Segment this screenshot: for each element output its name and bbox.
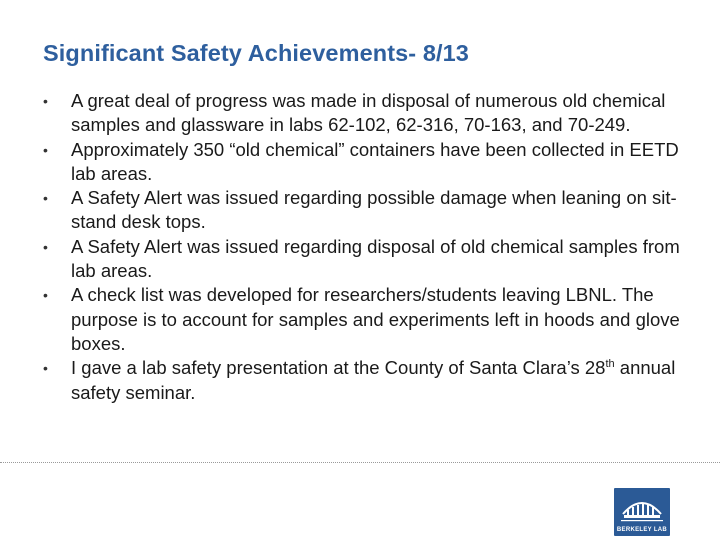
slide-title: Significant Safety Achievements- 8/13 bbox=[43, 40, 469, 66]
bullet-text: A Safety Alert was issued regarding possible damage when leaning on sit-stand desk tops. bbox=[71, 187, 677, 233]
bullet-icon: • bbox=[43, 287, 48, 304]
bullet-icon: • bbox=[43, 141, 48, 158]
bullet-item bbox=[43, 186, 693, 235]
bullet-icon: • bbox=[43, 190, 48, 207]
bullet-text-after: annual safety seminar. bbox=[71, 357, 676, 403]
bullet-text: A great deal of progress was made in disposal of numerous old chemical samples and glassware in labs 62-102, 62-316, 70-163, and 70-249. bbox=[71, 90, 666, 136]
bullet-icon: • bbox=[43, 238, 48, 255]
bullet-item bbox=[43, 283, 693, 356]
bullet-text: A check list was developed for researchers/students leaving LBNL. The purpose is to account for samples and experiments left in hoods and glove boxes. bbox=[71, 284, 680, 354]
bullet-icon: • bbox=[43, 360, 48, 377]
bullet-list bbox=[43, 89, 693, 405]
footer-divider bbox=[0, 462, 720, 463]
bullet-text-before: I gave a lab safety presentation at the County of Santa Clara’s 28 bbox=[71, 357, 606, 379]
bullet-item bbox=[43, 89, 693, 138]
bullet-item bbox=[43, 356, 693, 405]
bullet-text: A Safety Alert was issued regarding disposal of old chemical samples from lab areas. bbox=[71, 235, 680, 282]
bullet-text: Approximately 350 “old chemical” containers have been collected in EETD lab areas. bbox=[71, 138, 679, 184]
bullet-item bbox=[43, 235, 693, 284]
ordinal-superscript: th bbox=[605, 358, 615, 371]
logo-wordmark: BERKELEY LAB bbox=[616, 527, 668, 533]
bullet-icon: • bbox=[43, 93, 48, 109]
bullet-item bbox=[43, 138, 693, 187]
berkeley-lab-logo bbox=[614, 488, 670, 536]
